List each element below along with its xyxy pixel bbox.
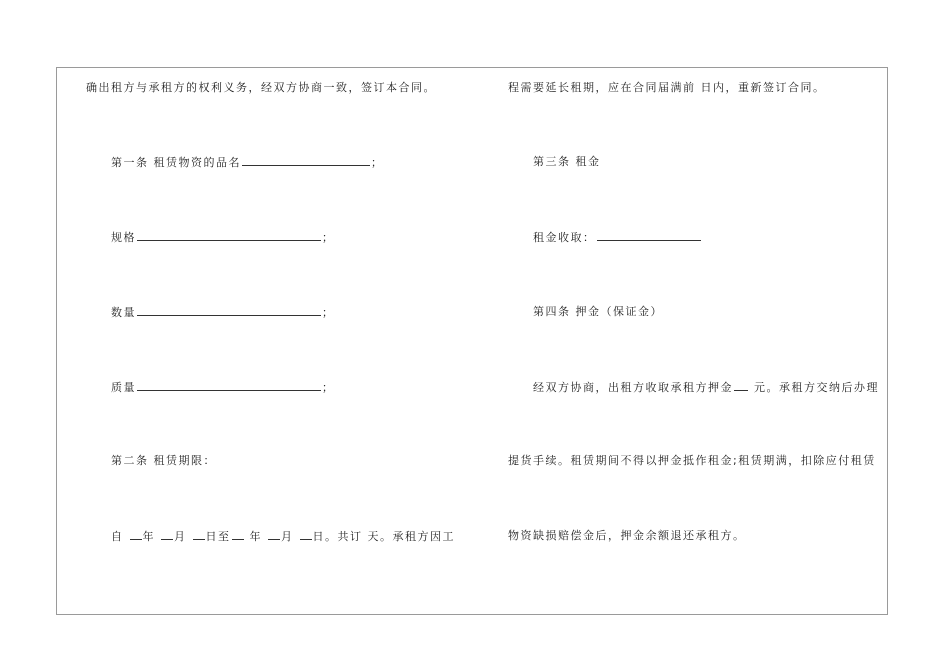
period-line (111, 529, 455, 544)
article-2-title: 第二条 租赁期限： (111, 454, 216, 467)
end-month-blank (268, 529, 280, 540)
end-day-blank (300, 529, 312, 540)
deposit-line-2 (508, 454, 876, 468)
spec-line (111, 230, 335, 245)
spec-end: ； (322, 231, 335, 244)
article-1-title: 第一条 租赁物资的品名 (111, 156, 241, 169)
right-line-1 (508, 81, 826, 95)
deposit-text-1b: 元。承租方交纳后办理 (749, 381, 879, 394)
quality-blank (137, 380, 321, 391)
article-3-title: 第三条 租金 (533, 155, 601, 168)
deposit-text-1a: 经双方协商，出租方收取承租方押金 (533, 381, 733, 394)
period-end-month: 月 (281, 530, 299, 543)
deposit-line-1 (533, 380, 879, 395)
start-day-blank (193, 529, 205, 540)
quality-end: ； (322, 381, 335, 394)
period-end-year: 年 (244, 530, 267, 543)
period-from: 自 (111, 530, 129, 543)
start-month-blank (161, 529, 173, 540)
article-4-line (533, 305, 663, 319)
period-day-to: 日至 (205, 530, 231, 543)
deposit-amount-blank (734, 380, 748, 391)
spec-blank (137, 230, 321, 241)
intro-text: 确出租方与承租方的权利义务，经双方协商一致，签订本合同。 (86, 81, 436, 94)
period-end-text: 日。共订 天。承租方因工 (312, 530, 455, 543)
item-name-blank (242, 155, 370, 166)
period-year: 年 (142, 530, 160, 543)
rent-line (533, 230, 702, 245)
quality-label: 质量 (111, 381, 136, 394)
article-4-title: 第四条 押金（保证金） (533, 305, 663, 318)
spec-label: 规格 (111, 231, 136, 244)
quantity-blank (137, 305, 321, 316)
quantity-line (111, 305, 335, 320)
start-year-blank (130, 529, 142, 540)
deposit-text-2: 提货手续。租赁期间不得以押金抵作租金;租赁期满，扣除应付租赁 (508, 454, 876, 467)
end-year-blank (232, 529, 244, 540)
rent-blank (597, 230, 701, 241)
article-2-line (111, 454, 216, 468)
article-1-line (111, 155, 384, 170)
left-line-1 (86, 81, 436, 95)
extension-text: 程需要延长租期，应在合同届满前 日内，重新签订合同。 (508, 81, 826, 94)
quantity-label: 数量 (111, 306, 136, 319)
deposit-text-3: 物资缺损赔偿金后，押金余额退还承租方。 (508, 529, 746, 542)
quantity-end: ； (322, 306, 335, 319)
deposit-line-3 (508, 529, 746, 543)
period-month: 月 (174, 530, 192, 543)
rent-label: 租金收取： (533, 231, 596, 244)
article-3-line (533, 155, 601, 169)
quality-line (111, 380, 335, 395)
article-1-end: ； (371, 156, 384, 169)
